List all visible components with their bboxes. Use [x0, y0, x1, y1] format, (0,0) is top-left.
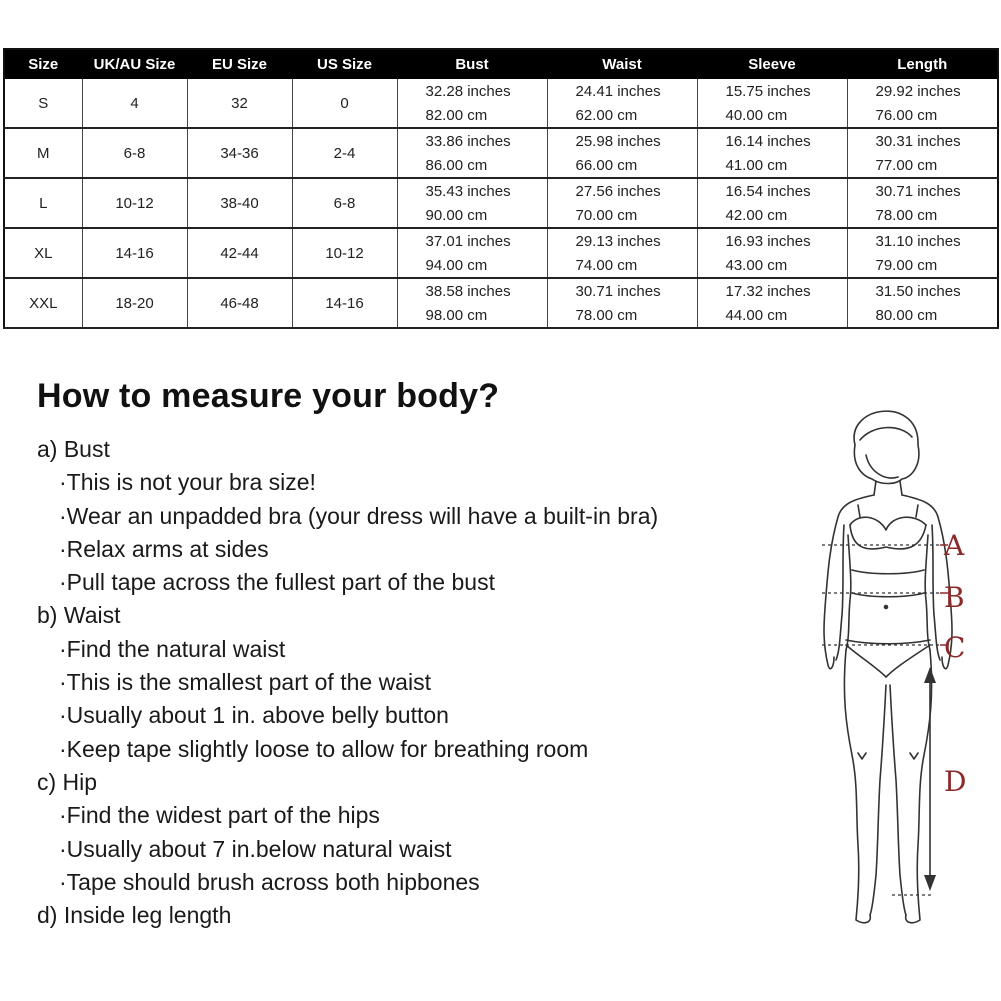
cell-sleeve-inches: 16.14 inches	[697, 128, 847, 153]
cell-length-inches: 31.50 inches	[847, 278, 998, 303]
cell-bust-inches: 37.01 inches	[397, 228, 547, 253]
page-title: How to measure your body?	[37, 377, 500, 415]
cell-sleeve-cm: 41.00 cm	[697, 153, 847, 178]
cell-bust-cm: 86.00 cm	[397, 153, 547, 178]
header-us-size: US Size	[292, 49, 397, 79]
table-row	[4, 79, 998, 104]
section-heading: b) Waist	[37, 602, 121, 629]
header-sleeve: Sleeve	[697, 49, 847, 79]
cell-length-cm: 77.00 cm	[847, 153, 998, 178]
cell-waist-inches: 25.98 inches	[547, 128, 697, 153]
cell-length-cm: 80.00 cm	[847, 303, 998, 328]
cell-waist-cm: 66.00 cm	[547, 153, 697, 178]
instruction-tip: ·Wear an unpadded bra (your dress will have a built-in bra)	[59, 502, 659, 529]
cell-bust-inches: 35.43 inches	[397, 178, 547, 203]
cell-bust-cm: 82.00 cm	[397, 103, 547, 128]
cell-size: M	[4, 128, 82, 178]
label-d: D	[944, 765, 967, 798]
header-size: Size	[4, 49, 82, 79]
instruction-tip: ·Tape should brush across both hipbones	[59, 868, 480, 895]
label-b: B	[944, 581, 965, 614]
cell-bust-cm: 94.00 cm	[397, 253, 547, 278]
cell-eu-size: 32	[187, 79, 292, 129]
section-heading: c) Hip	[37, 768, 98, 795]
cell-eu-size: 42-44	[187, 228, 292, 278]
cell-uk-au-size: 18-20	[82, 278, 187, 328]
measure-lines	[822, 545, 940, 895]
cell-size: XXL	[4, 278, 82, 328]
cell-sleeve-inches: 15.75 inches	[697, 79, 847, 104]
cell-sleeve-inches: 17.32 inches	[697, 278, 847, 303]
cell-sleeve-inches: 16.93 inches	[697, 228, 847, 253]
cell-waist-inches: 29.13 inches	[547, 228, 697, 253]
cell-waist-inches: 30.71 inches	[547, 278, 697, 303]
cell-sleeve-cm: 42.00 cm	[697, 203, 847, 228]
instruction-tip: ·This is the smallest part of the waist	[59, 669, 431, 696]
table-row	[4, 178, 998, 203]
cell-size: S	[4, 79, 82, 129]
cell-length-inches: 30.31 inches	[847, 128, 998, 153]
cell-waist-cm: 78.00 cm	[547, 303, 697, 328]
cell-length-cm: 76.00 cm	[847, 103, 998, 128]
body-outline	[824, 411, 952, 923]
cell-uk-au-size: 10-12	[82, 178, 187, 228]
instruction-tip: ·This is not your bra size!	[59, 469, 316, 496]
instruction-tip: ·Relax arms at sides	[59, 535, 269, 562]
instruction-tip: ·Pull tape across the fullest part of the bust	[59, 569, 495, 596]
instruction-tip: ·Usually about 7 in.below natural waist	[59, 835, 452, 862]
cell-size: XL	[4, 228, 82, 278]
cell-sleeve-cm: 43.00 cm	[697, 253, 847, 278]
header-bust: Bust	[397, 49, 547, 79]
measure-instructions	[37, 433, 658, 932]
section-heading: d) Inside leg length	[37, 902, 232, 929]
cell-sleeve-inches: 16.54 inches	[697, 178, 847, 203]
table-row	[4, 278, 998, 303]
table-row	[4, 128, 998, 153]
cell-length-inches: 31.10 inches	[847, 228, 998, 253]
instruction-tip: ·Find the natural waist	[59, 635, 286, 662]
cell-waist-cm: 74.00 cm	[547, 253, 697, 278]
cell-length-inches: 30.71 inches	[847, 178, 998, 203]
table-header-row	[4, 49, 998, 79]
cell-bust-inches: 38.58 inches	[397, 278, 547, 303]
header-eu-size: EU Size	[187, 49, 292, 79]
cell-us-size: 14-16	[292, 278, 397, 328]
instruction-tip: ·Find the widest part of the hips	[59, 802, 380, 829]
cell-bust-cm: 90.00 cm	[397, 203, 547, 228]
cell-us-size: 10-12	[292, 228, 397, 278]
cell-eu-size: 46-48	[187, 278, 292, 328]
section-heading: a) Bust	[37, 436, 110, 462]
header-length: Length	[847, 49, 998, 79]
label-c: C	[944, 631, 966, 664]
cell-sleeve-cm: 44.00 cm	[697, 303, 847, 328]
cell-length-inches: 29.92 inches	[847, 79, 998, 104]
cell-uk-au-size: 14-16	[82, 228, 187, 278]
cell-length-cm: 79.00 cm	[847, 253, 998, 278]
cell-bust-cm: 98.00 cm	[397, 303, 547, 328]
table-row	[4, 228, 998, 253]
cell-waist-cm: 62.00 cm	[547, 103, 697, 128]
header-waist: Waist	[547, 49, 697, 79]
cell-bust-inches: 33.86 inches	[397, 128, 547, 153]
instruction-tip: ·Keep tape slightly loose to allow for breathing room	[59, 735, 589, 762]
header-uk-au-size: UK/AU Size	[82, 49, 187, 79]
cell-bust-inches: 32.28 inches	[397, 79, 547, 104]
cell-us-size: 6-8	[292, 178, 397, 228]
cell-uk-au-size: 4	[82, 79, 187, 129]
body-measurement-figure-icon	[800, 395, 990, 940]
size-chart-table	[3, 48, 999, 329]
instruction-tip: ·Usually about 1 in. above belly button	[59, 702, 449, 729]
cell-us-size: 0	[292, 79, 397, 129]
cell-size: L	[4, 178, 82, 228]
cell-waist-inches: 24.41 inches	[547, 79, 697, 104]
cell-eu-size: 34-36	[187, 128, 292, 178]
table-body	[4, 79, 998, 329]
cell-waist-cm: 70.00 cm	[547, 203, 697, 228]
cell-sleeve-cm: 40.00 cm	[697, 103, 847, 128]
inseam-arrow	[924, 667, 936, 891]
cell-eu-size: 38-40	[187, 178, 292, 228]
label-a: A	[944, 529, 965, 562]
cell-uk-au-size: 6-8	[82, 128, 187, 178]
cell-length-cm: 78.00 cm	[847, 203, 998, 228]
cell-us-size: 2-4	[292, 128, 397, 178]
cell-waist-inches: 27.56 inches	[547, 178, 697, 203]
